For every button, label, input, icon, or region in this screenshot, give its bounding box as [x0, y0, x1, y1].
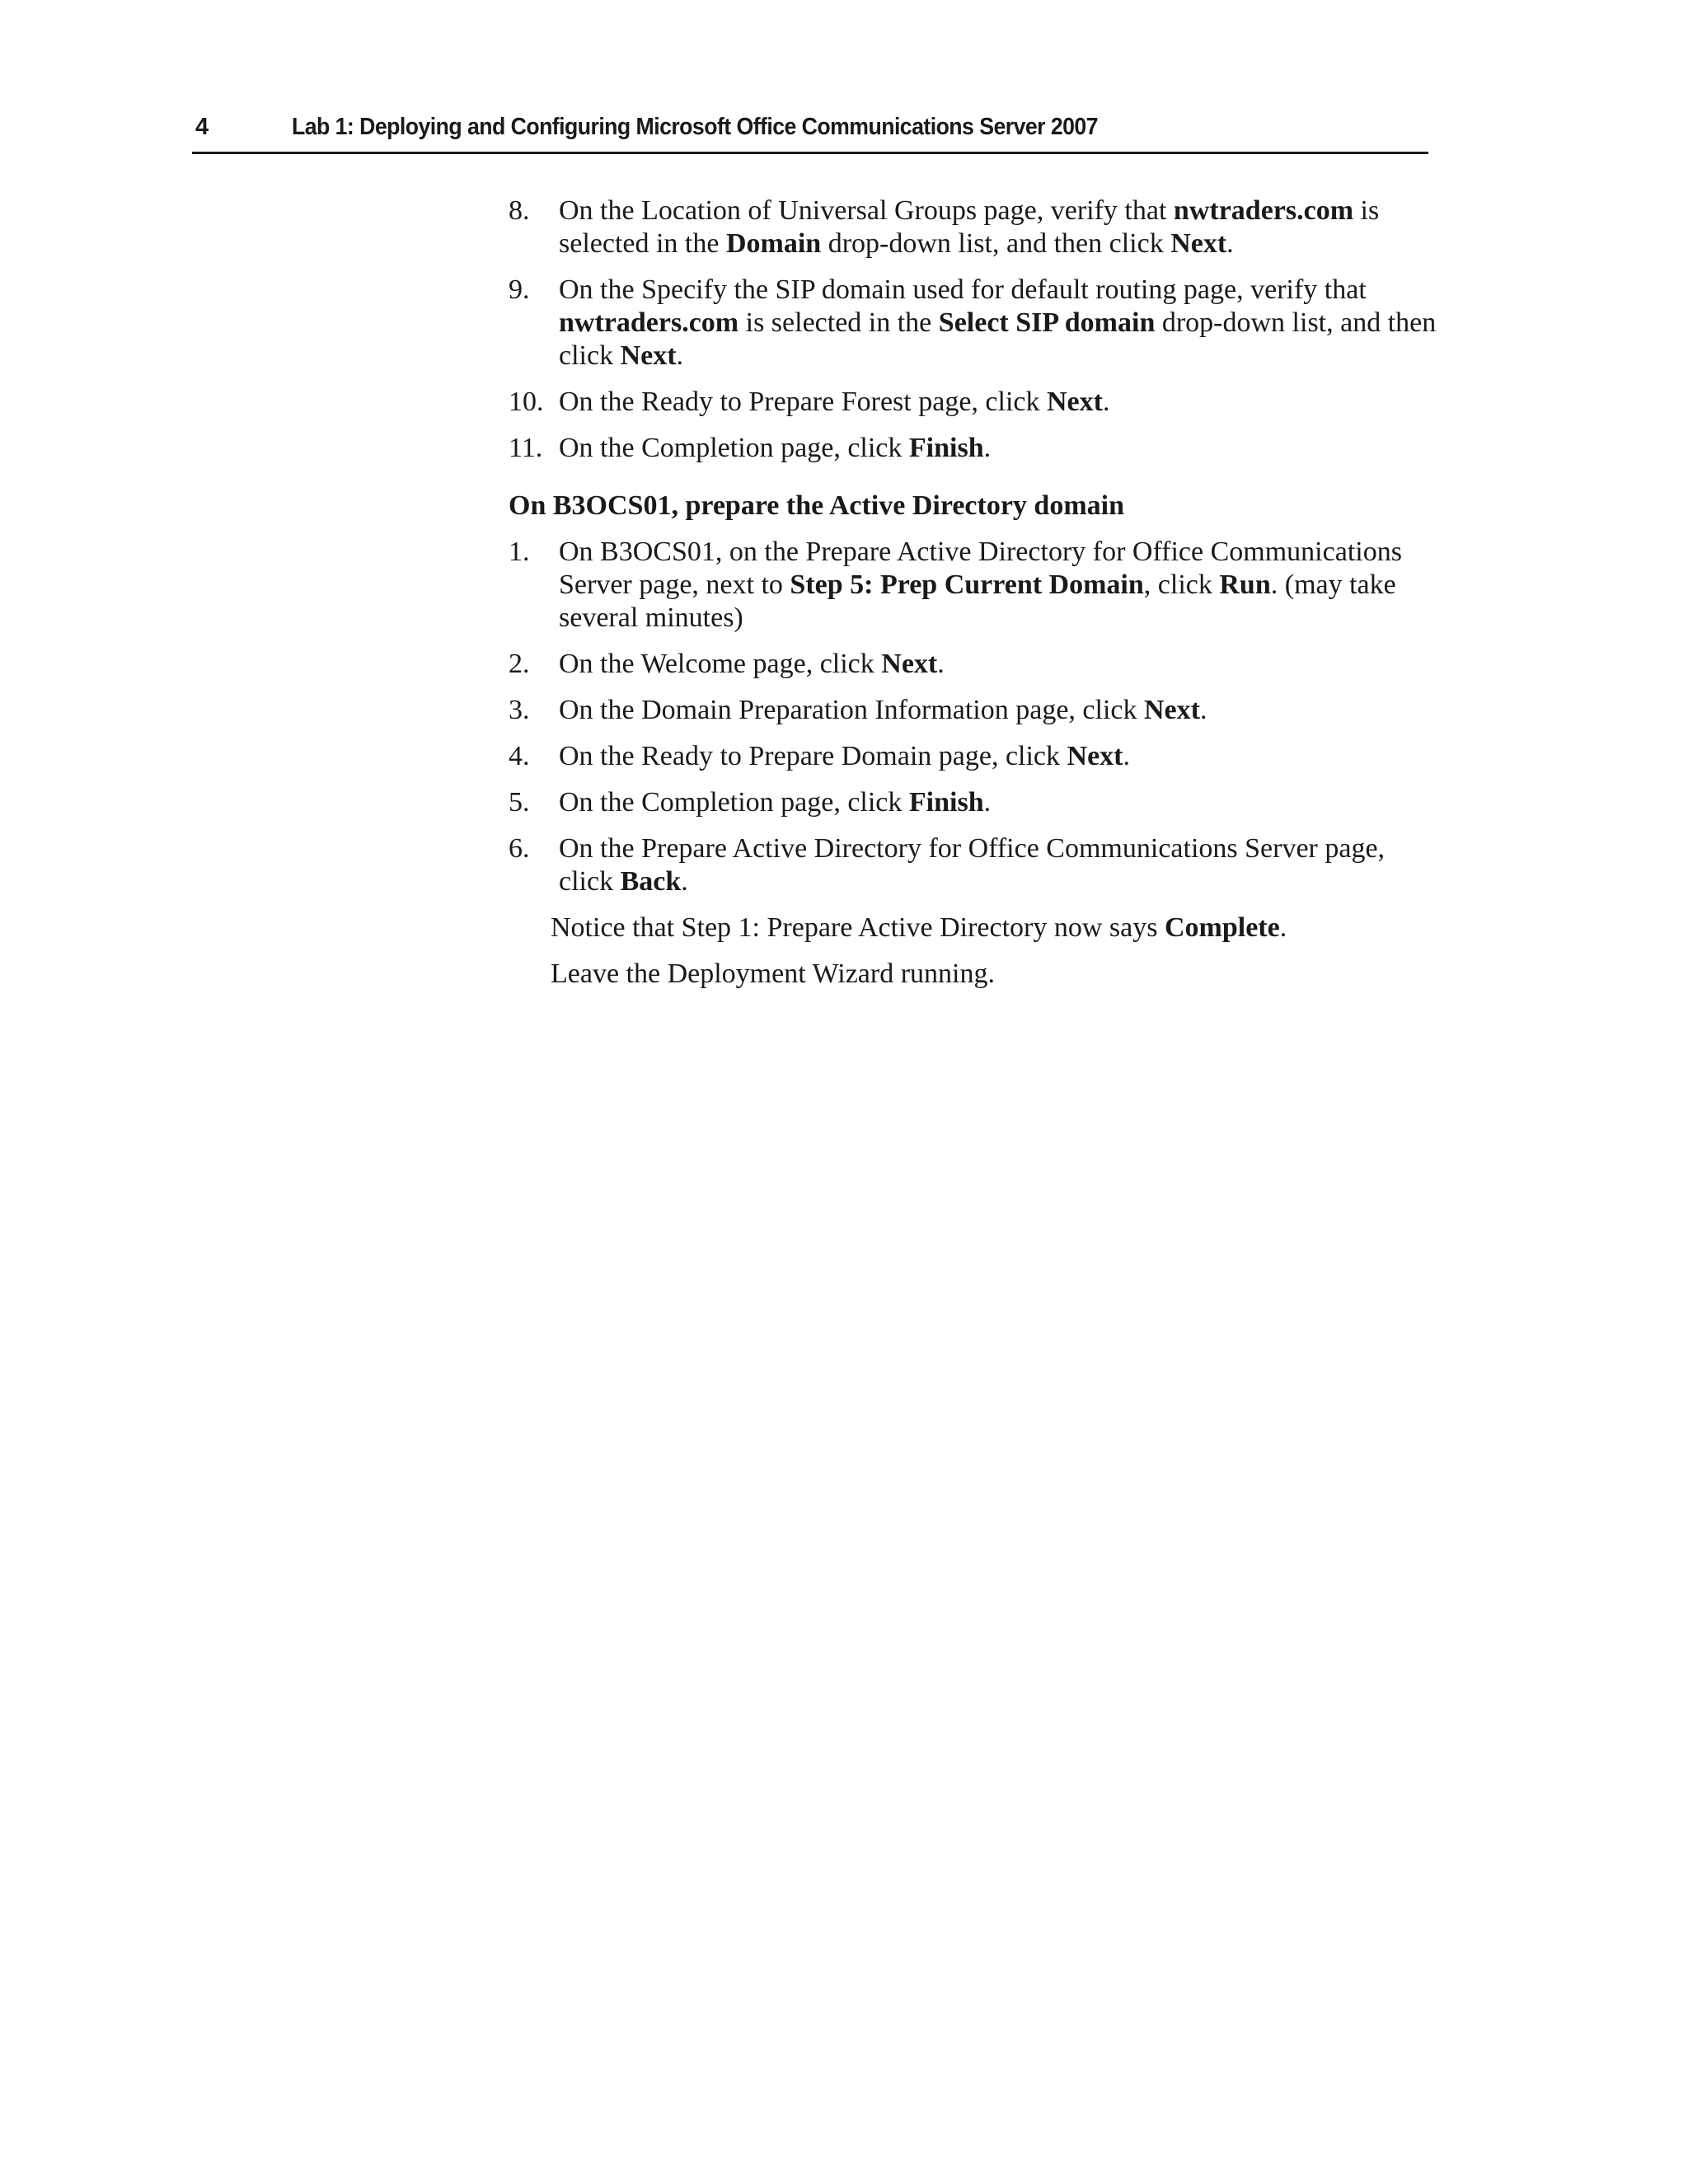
- running-title: Lab 1: Deploying and Configuring Microsoft Office Communications Server 2007: [292, 114, 1098, 140]
- note-paragraph: Leave the Deployment Wizard running.: [551, 958, 995, 989]
- list-item: 3. On the Domain Preparation Information page, click Next.: [509, 695, 1207, 725]
- forest-steps-list: [509, 194, 1440, 465]
- step-number: 9.: [509, 274, 530, 305]
- step-number: 10.: [509, 387, 544, 417]
- page-header: [192, 109, 1428, 154]
- domain-steps-list: [509, 536, 1440, 898]
- list-item: 9. On the Specify the SIP domain used for default routing page, verify that nwtraders.com is selected in the Select SIP domain drop-down list, and then click Next.: [509, 274, 1437, 371]
- step-number: 4.: [509, 741, 530, 771]
- list-item: 11. On the Completion page, click Finish.: [509, 433, 992, 463]
- list-item: 2. On the Welcome page, click Next.: [509, 649, 945, 679]
- list-item: 5. On the Completion page, click Finish.: [509, 787, 992, 818]
- step-number: 8.: [509, 195, 530, 226]
- step-number: 1.: [509, 537, 530, 567]
- step-number: 3.: [509, 695, 530, 725]
- step-number: 6.: [509, 833, 530, 864]
- step-number: 11.: [509, 433, 543, 463]
- list-item: 8. On the Location of Universal Groups page, verify that nwtraders.com is selected in the Domain drop-down list, and then click Next.: [509, 195, 1380, 259]
- step-number: 2.: [509, 649, 530, 679]
- document-body: [509, 194, 1440, 1004]
- list-item: 6. On the Prepare Active Directory for Office Communications Server page, click Back.: [509, 833, 1386, 897]
- list-item: 1. On B3OCS01, on the Prepare Active Directory for Office Communications Server page, next to Step 5: Prep Current Domain, click Run. (may take several minutes): [509, 537, 1402, 633]
- note-paragraph: Notice that Step 1: Prepare Active Directory now says Complete.: [551, 912, 1287, 943]
- step-number: 5.: [509, 787, 530, 818]
- section-heading: On B3OCS01, prepare the Active Directory domain: [509, 490, 1125, 521]
- list-item: 4. On the Ready to Prepare Domain page, click Next.: [509, 741, 1130, 771]
- page-number: 4: [195, 114, 209, 140]
- list-item: 10. On the Ready to Prepare Forest page, click Next.: [509, 387, 1110, 417]
